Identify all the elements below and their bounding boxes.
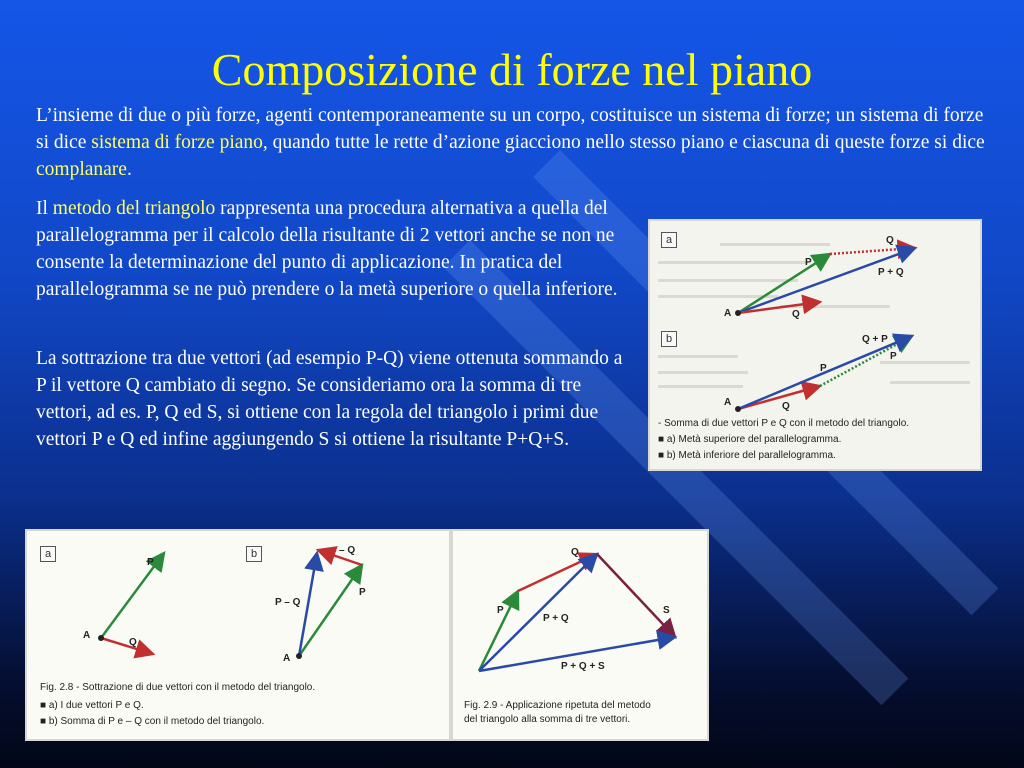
three-vector-sum-diagram: [453, 531, 707, 691]
figure-vector-subtraction: [25, 529, 451, 741]
figure-caption-line-3: ■ b) Somma di P e – Q con il metodo del triangolo.: [40, 716, 265, 727]
triangle-method-paragraph: [36, 195, 628, 303]
term-sistema-di-forze-piano: sistema di forze piano: [91, 132, 263, 153]
vector-subtraction-diagram: [27, 531, 447, 681]
label-a: A: [83, 630, 91, 641]
label-minus-q: – Q: [339, 545, 356, 556]
label-p-b: P: [890, 351, 897, 362]
figure-caption-line-3: ■ b) Metà inferiore del parallelogramma.: [658, 450, 836, 461]
point-a-b: [296, 653, 302, 659]
label-q-plus-p: Q + P: [862, 334, 888, 345]
label-p-b: P: [359, 587, 366, 598]
figure-caption-line-2: ■ a) I due vettori P e Q.: [40, 700, 144, 711]
figure-caption-line-2: ■ a) Metà superiore del parallelogramma.: [658, 434, 842, 445]
para2-text-2: rappresenta una procedura alternativa a quella del parallelogramma per il calcolo della risultante di 2 vettori anche se non ne consente la determinazione del punto di applicazione. In pratica del parallelogramma se ne può prendere o la metà superiore o quella inferiore.: [36, 198, 618, 300]
figure-box-b: b: [246, 546, 262, 562]
intro-text-3: .: [126, 159, 132, 180]
label-p: P: [147, 557, 154, 568]
subtraction-paragraph: La sottrazione tra due vettori (ad esempio P-Q) viene ottenuta sommando a P il vettore Q cambiato di segno. Se consideriamo ora la somma di tre vettori, ad es. P, Q ed S, si ottiene con la regola del triangolo i primi due vettori P e Q ed infine aggiungendo S si ottiene la risultante P+Q+S.: [36, 348, 623, 450]
intro-text-2: , quando tutte le rette d’azione giacciono nello stesso piano e ciascuna di queste forze si dice: [262, 132, 985, 153]
label-a-b: A: [283, 653, 291, 664]
vector-sum-diagram: [650, 221, 980, 421]
figure-three-vector-sum: [451, 529, 709, 741]
figure-caption-line-1: Fig. 2.8 - Sottrazione di due vettori con il metodo del triangolo.: [40, 682, 316, 693]
vector-q-b: [738, 386, 820, 409]
figure-box-a: a: [40, 546, 56, 562]
label-q: Q: [886, 235, 894, 246]
figure-vector-sum: [648, 219, 982, 471]
label-p-plus-q: P + Q: [543, 613, 569, 624]
label-q: Q: [129, 637, 137, 648]
figure-caption-line-1: - Somma di due vettori P e Q con il metodo del triangolo.: [658, 418, 910, 429]
slide-title: Composizione di forze nel piano: [211, 44, 813, 95]
label-q-lower: Q: [792, 309, 800, 320]
point-a: [735, 310, 741, 316]
label-s: S: [663, 605, 670, 616]
vector-p: [479, 591, 518, 671]
label-a-b: A: [724, 397, 732, 408]
term-metodo-del-triangolo: metodo del triangolo: [52, 198, 216, 219]
figure-box-a: a: [661, 232, 677, 248]
label-a: A: [724, 308, 732, 319]
label-p-b-lower: P: [820, 363, 827, 374]
label-p-minus-q: P – Q: [275, 597, 301, 608]
point-a-b: [735, 406, 741, 412]
para2-text-1: Il: [36, 198, 53, 219]
vector-s: [597, 554, 675, 637]
vector-p-minus-q: [299, 553, 317, 656]
vector-p-b: [299, 565, 362, 656]
label-p-plus-q: P + Q: [878, 267, 904, 278]
vector-q: [101, 638, 153, 654]
vector-q: [518, 554, 597, 591]
label-q: Q: [571, 547, 579, 558]
term-complanare: complanare: [36, 159, 127, 180]
figure-caption-line-1: Fig. 2.9 - Applicazione ripetuta del metodo: [464, 700, 651, 711]
label-p-plus-q-plus-s: P + Q + S: [561, 661, 605, 672]
intro-paragraph: [36, 102, 996, 183]
label-p: P: [497, 605, 504, 616]
point-a: [98, 635, 104, 641]
figure-caption-line-2: del triangolo alla somma di tre vettori.: [464, 714, 631, 725]
label-q-b: Q: [782, 401, 790, 412]
intro-text-1: L’insieme di due o più forze, agenti contemporaneamente su un corpo, costituisce un sistema di forze; un sistema di forze si dice: [36, 105, 984, 153]
vector-p: [101, 553, 164, 638]
label-p: P: [805, 257, 812, 268]
figure-box-b: b: [661, 331, 677, 347]
vector-p-plus-q: [738, 248, 915, 313]
